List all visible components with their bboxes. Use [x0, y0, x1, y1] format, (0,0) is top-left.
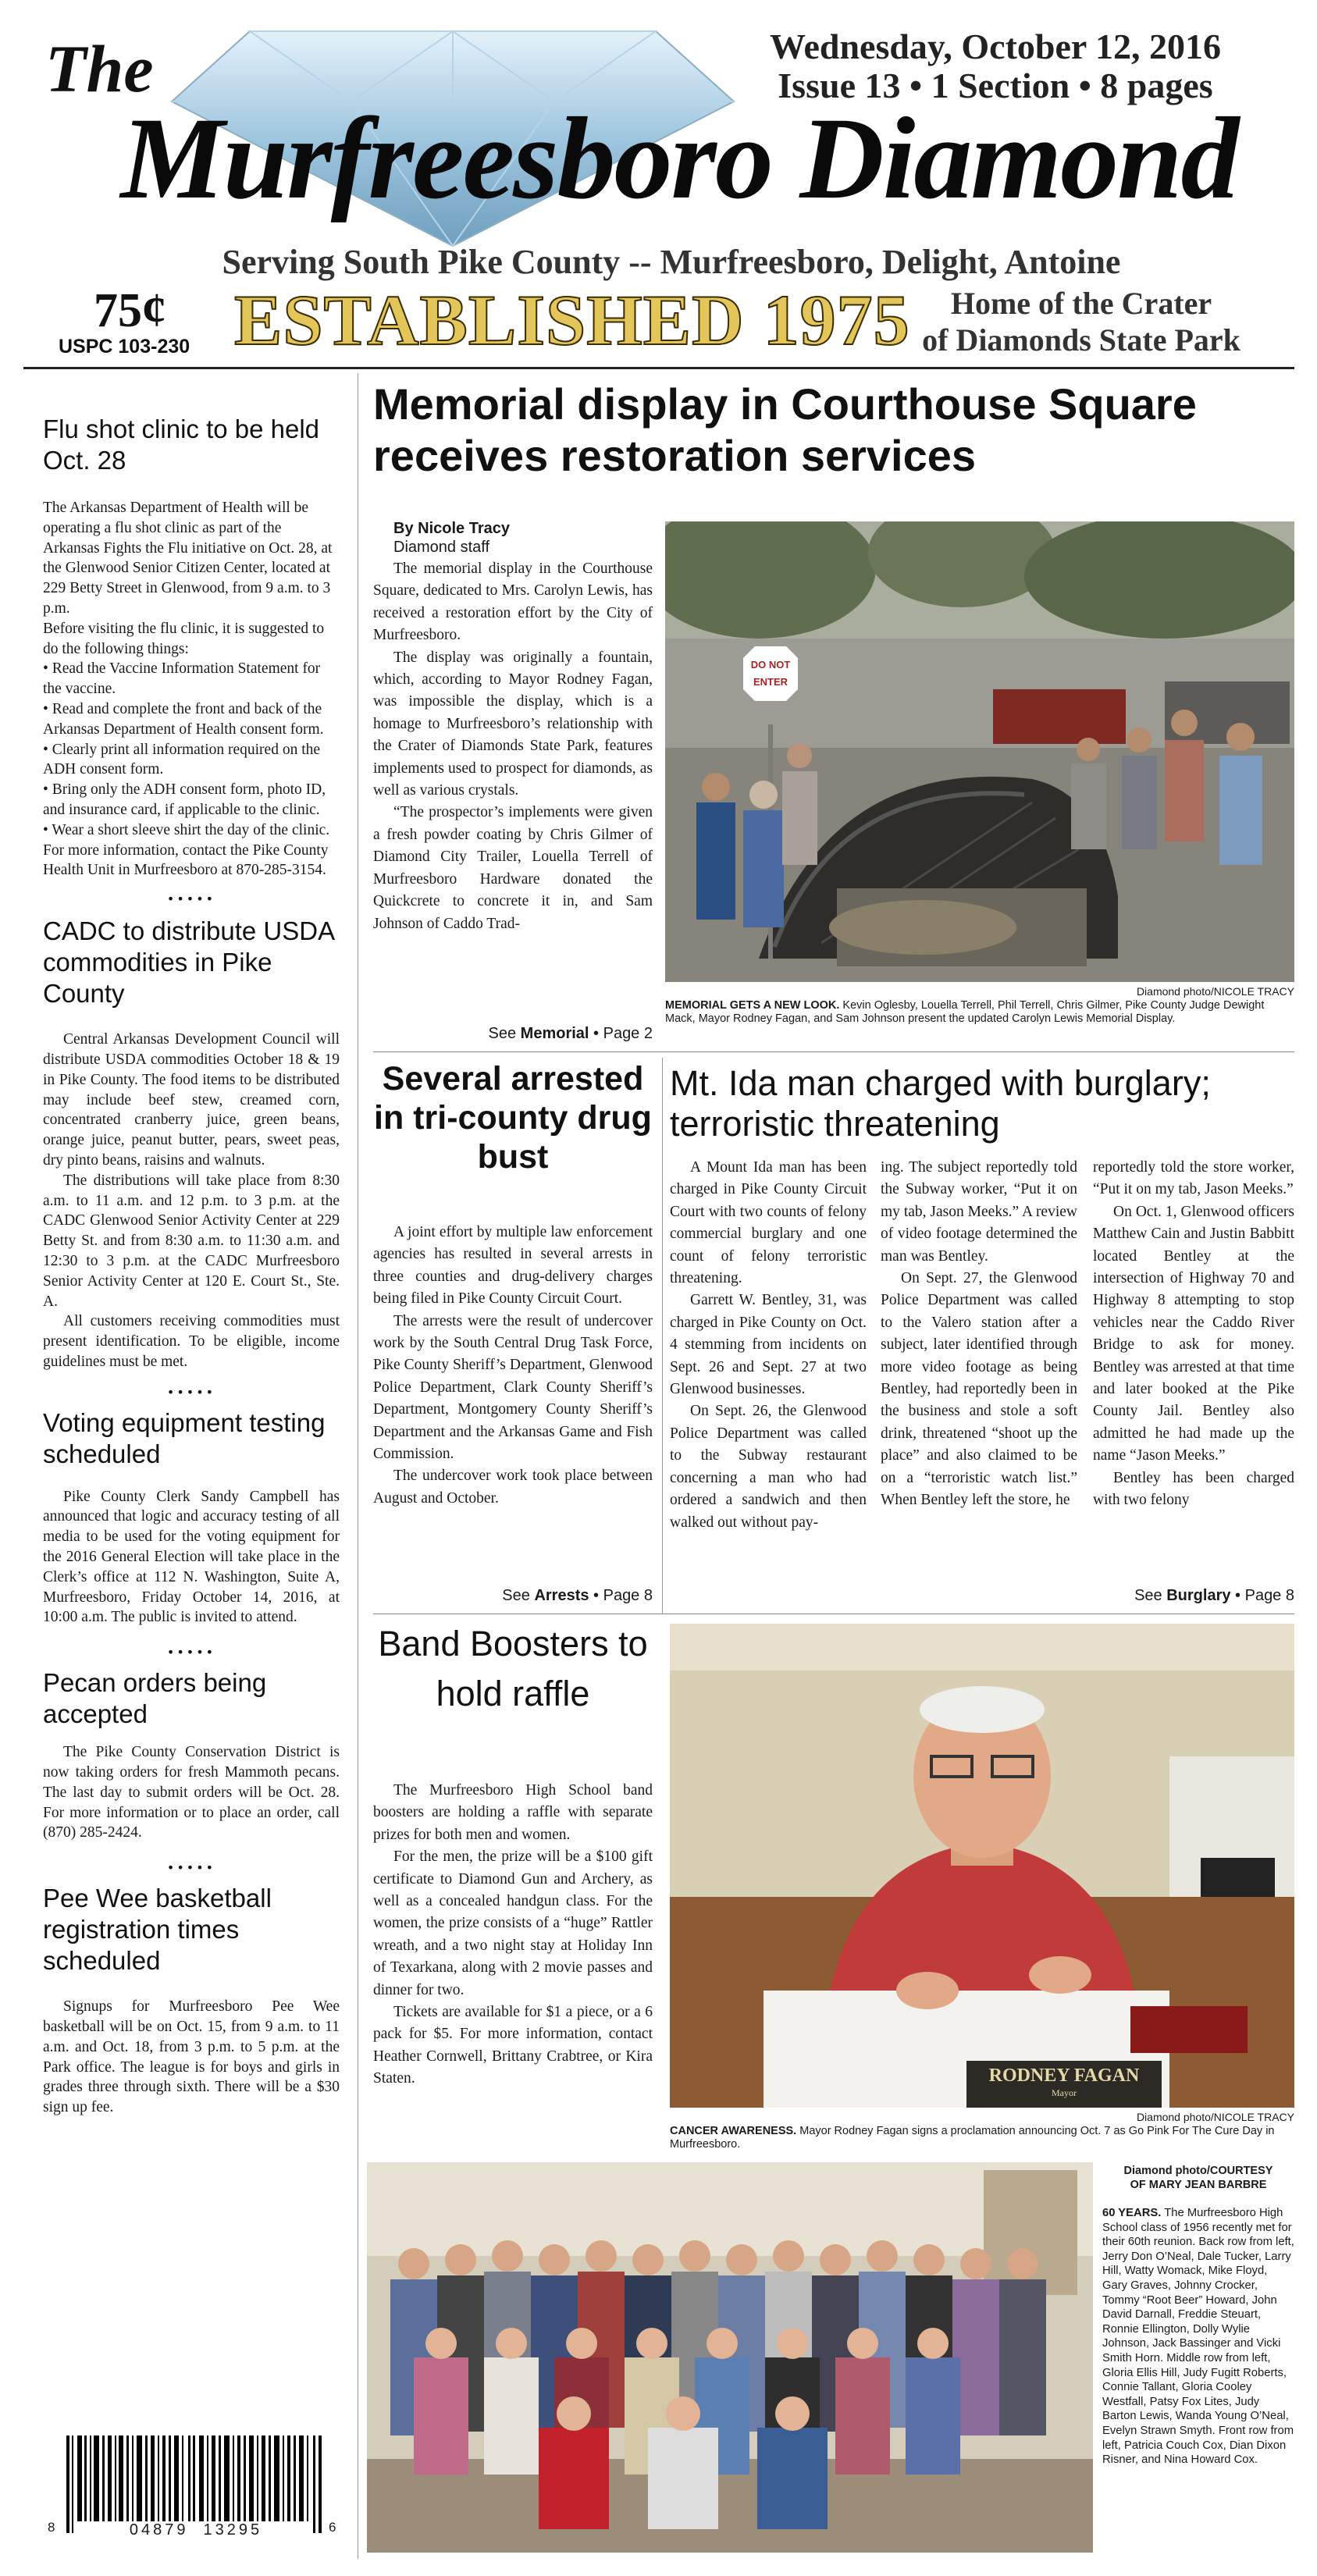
- mayor-nameplate: RODNEY FAGAN: [988, 2065, 1140, 2086]
- memorial-photo-scene-icon: [665, 521, 1294, 982]
- memorial-rule: [373, 1051, 1294, 1052]
- masthead-serving: Serving South Pike County -- Murfreesboro, Delight, Antoine: [222, 243, 1121, 281]
- barcode-digits: 04879 13295: [79, 2521, 313, 2539]
- peewee-article: [43, 1997, 340, 2118]
- class-reunion-caption-box: [1102, 2164, 1294, 2467]
- flu-bullet-4: • Bring only the ADH consent form, photo ID, and insurance card, if applicable to the clinic.: [43, 781, 326, 818]
- pecan-article: [43, 1742, 340, 1843]
- burglary-jump: See Burglary • Page 8: [1134, 1587, 1294, 1604]
- burglary-c1-p3: On Sept. 26, the Glenwood Police Department was called to the Subway restaurant concerning a man who had ordered a sandwich and then walked out without pay-: [670, 1403, 867, 1531]
- flu-headline: Flu shot clinic to be held Oct. 28: [43, 415, 320, 475]
- class-reunion-caption: 60 YEARS. The Murfreesboro High School class of 1956 recently met for their 60th reunion. Back row from left, Jerry Don O’Neal, Dale Tucker, Larry Hill, Watty Womack, Mike Floyd, Gary Graves, Johnny Crocker, Tommy “Root Beer” Howard, John David Darnall, Freddie Steuart, Ronnie Ellington, Dolly Wylie Johnson, Jack Bassinger and Vicki Smith Horn. Middle row from left, Gloria Ellis Hill, Judy Fugitt Roberts, Connie Tallant, Gloria Cooley Westfall, Patsy Fox Lites, Judy Barton Lewis, Wanda Young O’Neal, Evelyn Strawn Smyth. Front row from left, Patricia Couch Cox, Dian Dixon Risner, and Nina Howard Cox.: [1102, 2207, 1294, 2467]
- class-reunion-photo: [367, 2162, 1093, 2553]
- brief-separator: •••••: [166, 1860, 216, 1876]
- masthead-price: 75¢: [94, 284, 166, 337]
- memorial-p2: The display was originally a fountain, which, according to Mayor Rodney Fagan, was impossible the display, which is a homage to Murfreesboro’s relationship with the Crater of Diamonds State Park, features implements used to prospect for diamonds, as well as various crystals.: [373, 649, 653, 799]
- raffle-p2: For the men, the prize will be a $100 gift certificate to Diamond Gun and Archery, as well as a concealed handgun class. For the women, the prize consists of a “huge” Rattler wreath, and a two night stay at Holiday Inn of Texarkana, along with 2 movie passes and dinner for two.: [373, 1848, 653, 1998]
- burglary-c1-p2: Garrett W. Bentley, 31, was charged in Pike County on Oct. 4 stemming from incidents on Sept. 26 and Sept. 27 at two Glenwood businesses.: [670, 1292, 867, 1398]
- masthead-home-line2: of Diamonds State Park: [922, 322, 1240, 358]
- voting-p1: Pike County Clerk Sandy Campbell has announced that logic and accuracy testing of all media to be used for the voting equipment for the 2016 General Election will take place in the Clerk’s office at 112 N. Washington, Suite A, Murfreesboro, Friday October 14, 2016, at 10:00 a.m. The public is invited to attend.: [43, 1488, 340, 1626]
- voting-headline: Voting equipment testing scheduled: [43, 1407, 326, 1468]
- class-reunion-scene-icon: [367, 2162, 1093, 2553]
- flu-bullet-5: • Wear a short sleeve shirt the day of the clinic.: [43, 821, 330, 838]
- masthead-the: The: [45, 31, 154, 106]
- masthead-home-line1: Home of the Crater: [950, 286, 1212, 321]
- barcode: [43, 2435, 340, 2553]
- flu-bullet-3: • Clearly print all information required on the ADH consent form.: [43, 741, 321, 778]
- flu-bullet-2: • Read and complete the front and back of the Arkansas Department of Health consent form.: [43, 700, 324, 738]
- memorial-body: [373, 558, 653, 935]
- burglary-c2-p1: ing. The subject reportedly told the Subway worker, “Put it on my tab, Jason Meeks.” A review of video footage determined the man was Bentley.: [881, 1159, 1077, 1265]
- memorial-article: [373, 519, 653, 935]
- brief-separator: •••••: [166, 1645, 216, 1660]
- masthead-date: Wednesday, October 12, 2016: [769, 27, 1221, 66]
- flu-p3: For more information, contact the Pike County Health Unit in Murfreesboro at 870-285-3154.: [43, 841, 329, 879]
- flu-bullet-1: • Read the Vaccine Information Statement for the vaccine.: [43, 660, 321, 698]
- mayor-photo-scene-icon: [670, 1624, 1294, 2108]
- cadc-headline: CADC to distribute USDA commodities in Pike County: [43, 916, 334, 1009]
- burglary-c1-p1: A Mount Ida man has been charged in Pike County Circuit Court with two counts of felony commercial burglary and one count of felony terroristic threatening.: [670, 1159, 867, 1287]
- class-reunion-credit-line1: Diamond photo/COURTESY: [1123, 2165, 1273, 2177]
- memorial-p3: “The prospector’s implements were given a fresh powder coating by Chris Gilmer of Diamond City Trailer, Louella Terrell of Murfreesboro Hardware donated the Quickcrete to concrete it in, and Sam Johnson of Caddo Trad-: [373, 804, 653, 932]
- raffle-p1: The Murfreesboro High School band boosters are holding a raffle with separate prizes for both men and women.: [373, 1782, 653, 1843]
- masthead-rule: [23, 367, 1294, 369]
- barcode-left-digit: 8: [48, 2520, 55, 2535]
- arrests-p3: The undercover work took place between August and October.: [373, 1468, 653, 1507]
- brief-separator: •••••: [166, 891, 216, 907]
- flu-article: [43, 498, 340, 881]
- masthead: [31, 16, 1296, 359]
- memorial-jump: See Memorial • Page 2: [488, 1025, 653, 1042]
- barcode-right-digit: 6: [329, 2520, 336, 2535]
- burglary-c3-p1: reportedly told the store worker, “Put it on my tab, Jason Meeks.”: [1093, 1159, 1294, 1198]
- flu-p2: Before visiting the flu clinic, it is suggested to do the following things:: [43, 620, 325, 657]
- masthead-issue: Issue 13 • 1 Section • 8 pages: [778, 66, 1213, 105]
- masthead-uspc: USPC 103-230: [59, 336, 190, 358]
- burglary-col-2: [881, 1157, 1077, 1512]
- class-reunion-credit-line2: OF MARY JEAN BARBRE: [1130, 2179, 1267, 2191]
- memorial-photo-caption: MEMORIAL GETS A NEW LOOK. Kevin Oglesby, Louella Terrell, Phil Terrell, Chris Gilmer, Pike County Judge Dewight Mack, Mayor Rodney Fagan, and Sam Johnson present the updated Carolyn Lewis Memorial Display.: [665, 999, 1265, 1025]
- raffle-headline: Band Boosters to hold raffle: [378, 1624, 648, 1713]
- cadc-p2: The distributions will take place from 8:30 a.m. to 11 a.m. and 12 p.m. to 3 p.m. at the CADC Glenwood Senior Activity Center at 229 Betty St. and from 8:30 a.m. to 11:30 a.m. and 12:30 to 3 p.m. at the CADC Murfreesboro Senior Activity Center at 120 E. Court St., Ste. A.: [43, 1172, 340, 1310]
- voting-article: [43, 1487, 340, 1628]
- arrests-p1: A joint effort by multiple law enforcement agencies has resulted in several arrests in three counties and drug-delivery charges being filed in Pike County Circuit Court.: [373, 1224, 653, 1308]
- pecan-headline: Pecan orders being accepted: [43, 1668, 267, 1729]
- raffle-article: [373, 1780, 653, 2090]
- cadc-article: [43, 1030, 340, 1372]
- flu-p1: The Arkansas Department of Health will be operating a flu shot clinic as part of the Arkansas Fights the Flu initiative on Oct. 28, at the Glenwood Senior Citizen Center, located at 229 Betty Street in Glenwood, from 9 a.m. to 3 p.m.: [43, 500, 333, 617]
- arrests-divider: [662, 1058, 663, 1614]
- raffle-p3: Tickets are available for $1 a piece, or a 6 pack for $5. For more information, contact Heather Cornwell, Brittany Crabtree, or Kira Staten.: [373, 2004, 653, 2087]
- pecan-p1: The Pike County Conservation District is now taking orders for fresh Mammoth pecans. The last day to submit orders will be Oct. 28. For more information or to place an order, call (870) 285-2424.: [43, 1744, 340, 1841]
- burglary-col-3: [1093, 1157, 1294, 1512]
- burglary-c2-p2: On Sept. 27, the Glenwood Police Department was called to the Valero station after a subject, later identified through more video footage as being Bentley, had reportedly been in the business and stole a soft drink, threatened “shoot up the place” and also claimed to be on a “terroristic watch list.” When Bentley left the store, he: [881, 1270, 1077, 1509]
- brief-separator: •••••: [166, 1384, 216, 1400]
- mayor-photo-credit: Diamond photo/NICOLE TRACY: [1136, 2111, 1294, 2123]
- memorial-sign-line1: DO NOT: [750, 659, 791, 671]
- arrests-article: [373, 1222, 653, 1510]
- burglary-c3-p3: Bentley has been charged with two felony: [1093, 1469, 1294, 1509]
- memorial-photo-credit: Diamond photo/NICOLE TRACY: [1136, 985, 1294, 998]
- burglary-c3-p2: On Oct. 1, Glenwood officers Matthew Cain and Justin Babbitt located Bentley at the intersection of Highway 70 and Highway 8 attempting to stop vehicles near the Caddo River Bridge to ask for money. Bentley was arrested at that time and later booked at the Pike County Jail. Bentley also admitted he had made up the name “Jason Meeks.”: [1093, 1203, 1294, 1464]
- memorial-p1: The memorial display in the Courthouse Square, dedicated to Mrs. Carolyn Lewis, has received a restoration effort by the City of Murfreesboro.: [373, 560, 653, 644]
- arrests-p2: The arrests were the result of undercover work by the South Central Drug Task Force, Pike County Sheriff’s Department, Glenwood Police Department, Clark County Sheriff’s Department, Montgomery County Sheriff’s Department and the Arkansas Game and Fish Commission.: [373, 1312, 653, 1463]
- mayor-nameplate-sub: Mayor: [1052, 2087, 1077, 2098]
- masthead-title: Murfreesboro Diamond: [120, 94, 1238, 223]
- cadc-p3: All customers receiving commodities must present identification. To be eligible, income guidelines must be met.: [43, 1313, 340, 1370]
- cadc-p1: Central Arkansas Development Council will distribute USDA commodities October 18 & 19 in Pike County. The food items to be distributed may include beef stew, creamed corn, concentrated cranberry juice, green beans, orange juice, peanut butter, pears, sweet peas, dry pinto beans, raisins and walnuts.: [43, 1031, 340, 1169]
- burglary-headline: Mt. Ida man charged with burglary; terroristic threatening: [670, 1063, 1211, 1144]
- memorial-byline: By Nicole Tracy: [393, 520, 510, 537]
- memorial-sign-line2: ENTER: [753, 676, 788, 688]
- memorial-staff: Diamond staff: [393, 539, 490, 556]
- burglary-col-1: [670, 1157, 867, 1534]
- memorial-photo: [665, 521, 1294, 982]
- masthead-established: ESTABLISHED 1975: [234, 280, 910, 360]
- memorial-headline: Memorial display in Courthouse Square receives restoration services: [373, 379, 1197, 480]
- arrests-headline: Several arrested in tri-county drug bust: [374, 1060, 652, 1176]
- sidebar-briefs: [43, 414, 340, 2118]
- mayor-photo-caption: CANCER AWARENESS. Mayor Rodney Fagan signs a proclamation announcing Oct. 7 as Go Pink For The Cure Day in Murfreesboro.: [670, 2125, 1275, 2151]
- barcode-bars-icon: [66, 2435, 324, 2533]
- peewee-headline: Pee Wee basketball registration times scheduled: [43, 1884, 272, 1976]
- mayor-photo: [670, 1624, 1294, 2108]
- peewee-p1: Signups for Murfreesboro Pee Wee basketball will be on Oct. 15, from 9 a.m. to 11 a.m. and Oct. 18, from 3 p.m. to 5 p.m. at the Park office. The league is for boys and girls in grades three through sixth. There will be a $30 sign up fee.: [43, 1998, 340, 2116]
- arrests-jump: See Arrests • Page 8: [502, 1587, 653, 1604]
